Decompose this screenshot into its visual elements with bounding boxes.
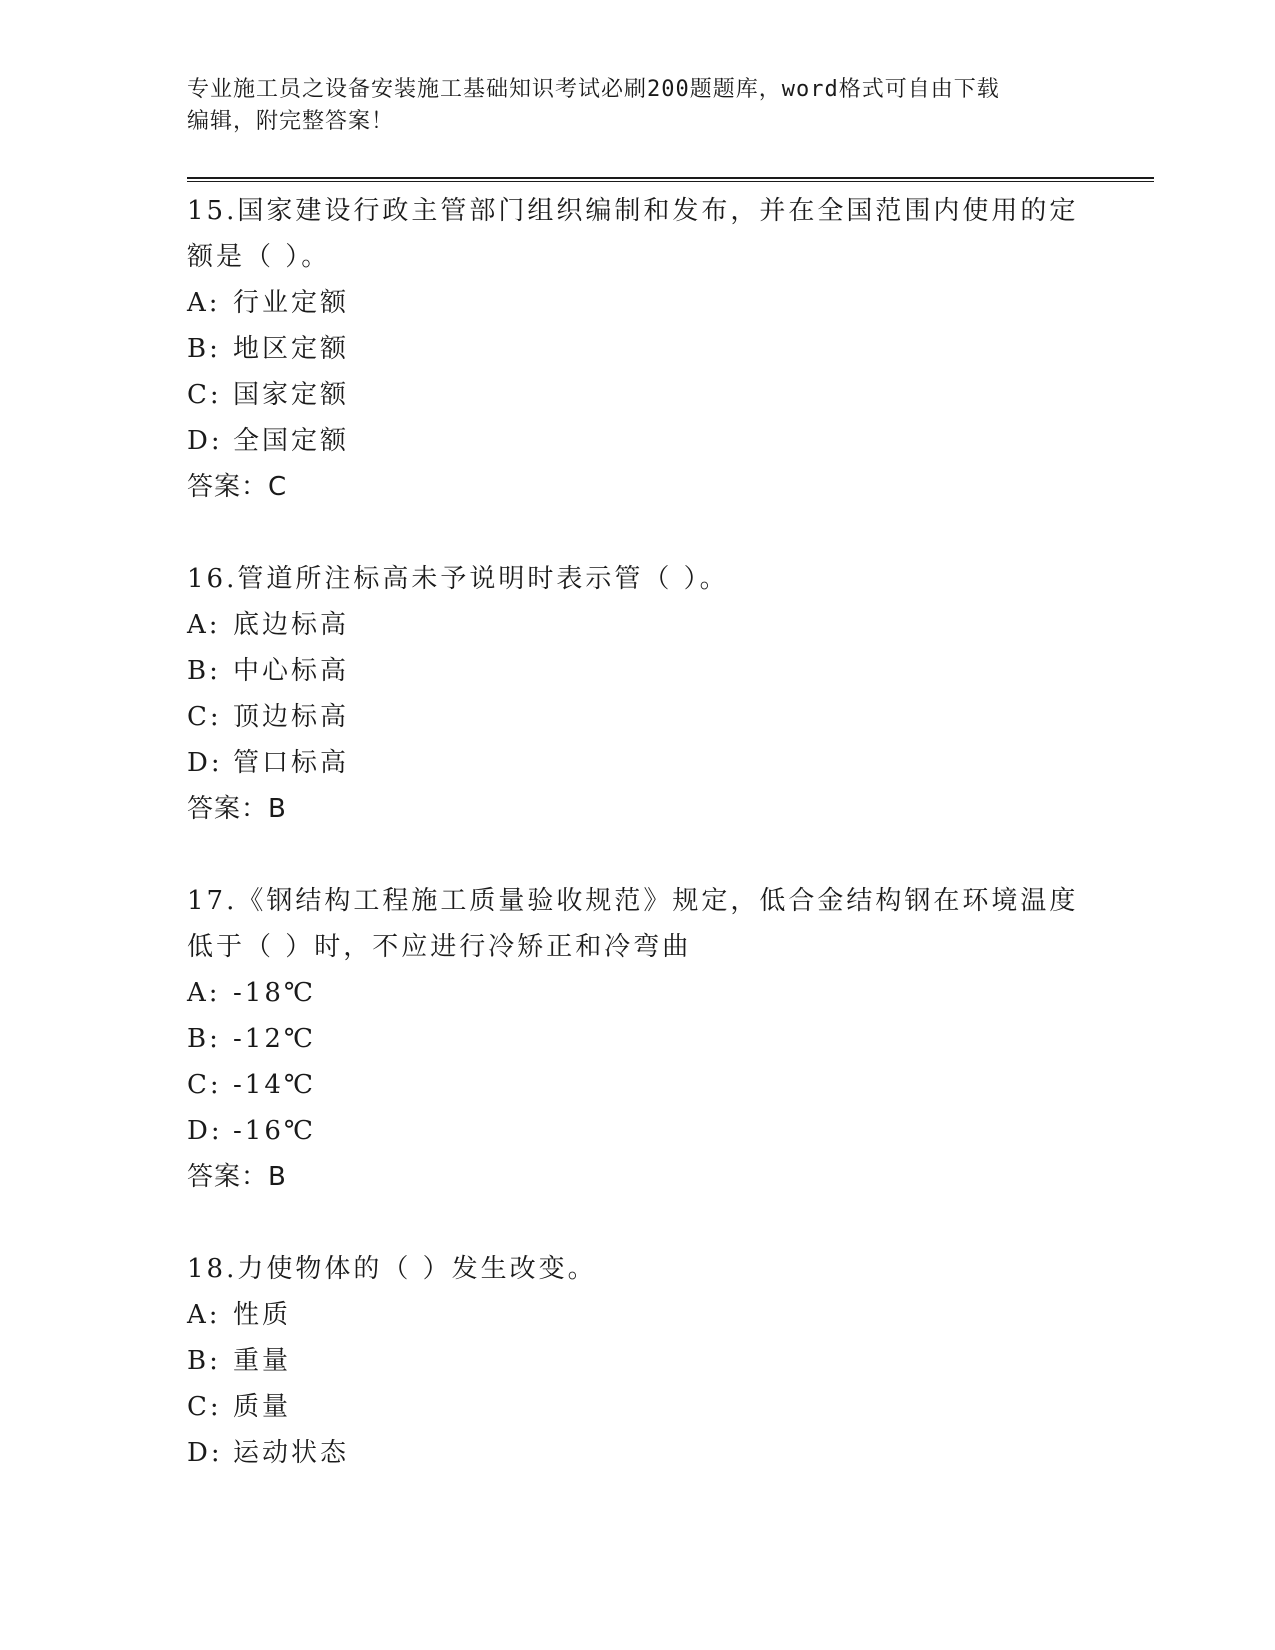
option-key: C: — [187, 1392, 222, 1422]
option-key: B: — [187, 1024, 221, 1054]
option-c — [187, 1062, 1087, 1108]
question-18 — [187, 1246, 1087, 1476]
option-a — [187, 280, 1087, 326]
option-a — [187, 1292, 1087, 1338]
header-line-2: 编辑，附完整答案！ — [187, 109, 395, 134]
option-key: C: — [187, 1070, 222, 1100]
option-text: -14℃ — [233, 1070, 316, 1100]
question-stem: 17.《钢结构工程施工质量验收规范》规定，低合金结构钢在环境温度 — [187, 886, 1079, 916]
option-text: -18℃ — [233, 978, 316, 1008]
question-stem: 15.国家建设行政主管部门组织编制和发布，并在全国范围内使用的定 — [187, 196, 1079, 226]
option-b — [187, 1016, 1087, 1062]
question-17 — [187, 878, 1087, 1200]
option-text: -16℃ — [233, 1116, 316, 1146]
option-key: A: — [187, 288, 221, 318]
option-b — [187, 1338, 1087, 1384]
question-stem-continued: 低于（ ）时，不应进行冷矫正和冷弯曲 — [187, 932, 692, 962]
option-key: A: — [187, 1300, 221, 1330]
option-key: D: — [187, 748, 223, 778]
header-divider-thin — [187, 181, 1154, 182]
header-divider-thick — [187, 177, 1154, 179]
option-key: B: — [187, 1346, 221, 1376]
option-key: D: — [187, 426, 223, 456]
question-16 — [187, 556, 1087, 832]
question-stem: 16.管道所注标高未予说明时表示管（ ）。 — [187, 564, 729, 594]
answer-line: 答案：B — [187, 794, 287, 824]
option-text: 管口标高 — [233, 748, 350, 778]
option-text: 重量 — [233, 1346, 292, 1376]
option-a — [187, 602, 1087, 648]
option-text: 国家定额 — [233, 380, 350, 410]
option-text: 顶边标高 — [233, 702, 350, 732]
option-key: A: — [187, 978, 221, 1008]
option-key: D: — [187, 1116, 223, 1146]
option-key: B: — [187, 334, 221, 364]
option-text: -12℃ — [233, 1024, 316, 1054]
option-c — [187, 372, 1087, 418]
option-text: 中心标高 — [233, 656, 350, 686]
option-key: A: — [187, 610, 221, 640]
option-d — [187, 1430, 1087, 1476]
option-d — [187, 1108, 1087, 1154]
question-15 — [187, 188, 1087, 510]
option-key: C: — [187, 702, 222, 732]
option-d — [187, 740, 1087, 786]
document-header — [187, 74, 1087, 138]
option-text: 行业定额 — [233, 288, 350, 318]
option-text: 质量 — [233, 1392, 292, 1422]
option-c — [187, 1384, 1087, 1430]
question-stem-continued: 额是（ ）。 — [187, 242, 331, 272]
option-text: 全国定额 — [233, 426, 350, 456]
option-b — [187, 326, 1087, 372]
option-d — [187, 418, 1087, 464]
header-line-1: 专业施工员之设备安装施工基础知识考试必刷200题题库，word格式可自由下载 — [187, 77, 1000, 102]
option-a — [187, 970, 1087, 1016]
question-list — [187, 188, 1087, 1522]
answer-line: 答案：B — [187, 1162, 287, 1192]
option-key: C: — [187, 380, 222, 410]
option-text: 运动状态 — [233, 1438, 350, 1468]
option-key: B: — [187, 656, 221, 686]
option-c — [187, 694, 1087, 740]
option-b — [187, 648, 1087, 694]
answer-line: 答案：C — [187, 472, 288, 502]
option-text: 性质 — [233, 1300, 292, 1330]
question-stem: 18.力使物体的（ ）发生改变。 — [187, 1254, 597, 1284]
option-text: 底边标高 — [233, 610, 350, 640]
option-text: 地区定额 — [233, 334, 350, 364]
option-key: D: — [187, 1438, 223, 1468]
